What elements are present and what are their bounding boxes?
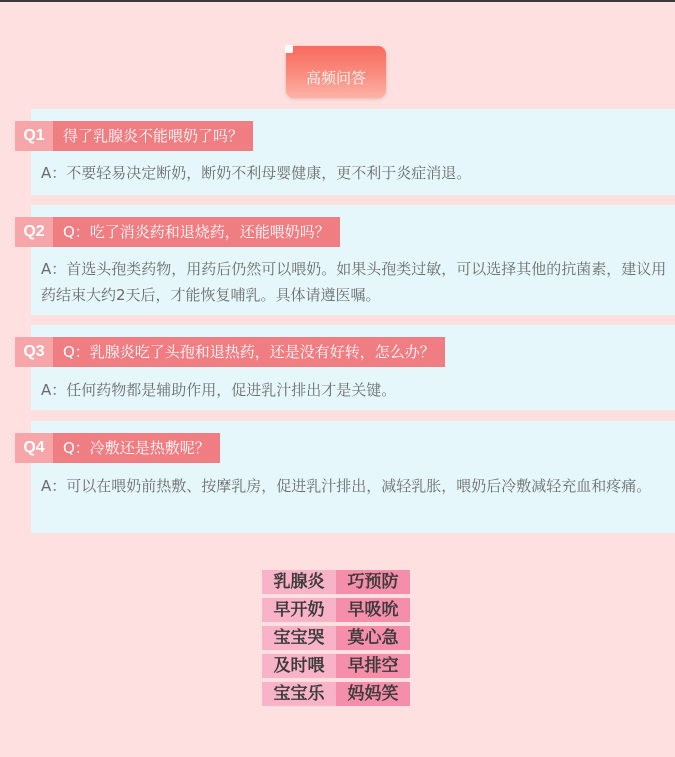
motto-left-cell: 宝宝哭 [262,626,336,650]
motto-right-cell: 莫心急 [336,626,410,650]
motto-right-cell: 巧预防 [336,570,410,594]
question-text: Q：乳腺炎吃了头孢和退热药，还是没有好转，怎么办？ [53,337,445,367]
question-text: Q：冷敷还是热敷呢？ [53,433,220,463]
motto-right-cell: 早排空 [336,654,410,678]
answer-text: A：不要轻易决定断奶，断奶不利母婴健康，更不利于炎症消退。 [41,164,472,182]
motto-row [262,654,410,678]
question-number-badge: Q1 [15,121,53,151]
motto-row [262,682,410,706]
faq-item [0,109,675,195]
answer-text: A：任何药物都是辅助作用，促进乳汁排出才是关键。 [41,381,397,399]
question-text: 得了乳腺炎不能喂奶了吗？ [53,121,253,151]
question-number-badge: Q4 [15,433,53,463]
question-text: Q：吃了消炎药和退烧药，还能喂奶吗？ [53,217,340,247]
motto-left-cell: 早开奶 [262,598,336,622]
motto-row [262,598,410,622]
faq-item [0,421,675,533]
top-divider [0,0,675,2]
section-title-badge [286,46,386,98]
motto-right-cell: 早吸吮 [336,598,410,622]
answer-text: A：首选头孢类药物，用药后仍然可以喂奶。如果头孢类过敏，可以选择其他的抗菌素，建议用药结束大约2天后，才能恢复哺乳。具体请遵医嘱。 [41,260,667,304]
motto-right-cell: 妈妈笑 [336,682,410,706]
motto-row [262,626,410,650]
answer-text: A：可以在喂奶前热敷、按摩乳房，促进乳汁排出，减轻乳胀，喂奶后冷敷减轻充血和疼痛。 [41,477,652,495]
section-title: 高频问答 [305,69,366,87]
motto-left-cell: 宝宝乐 [262,682,336,706]
question-number-badge: Q3 [15,337,53,367]
faq-item [0,325,675,410]
question-number-badge: Q2 [15,217,53,247]
badge-corner-mark [285,45,293,53]
motto-row [262,570,410,594]
motto-left-cell: 乳腺炎 [262,570,336,594]
motto-left-cell: 及时喂 [262,654,336,678]
motto-table [262,570,410,710]
faq-item [0,205,675,315]
